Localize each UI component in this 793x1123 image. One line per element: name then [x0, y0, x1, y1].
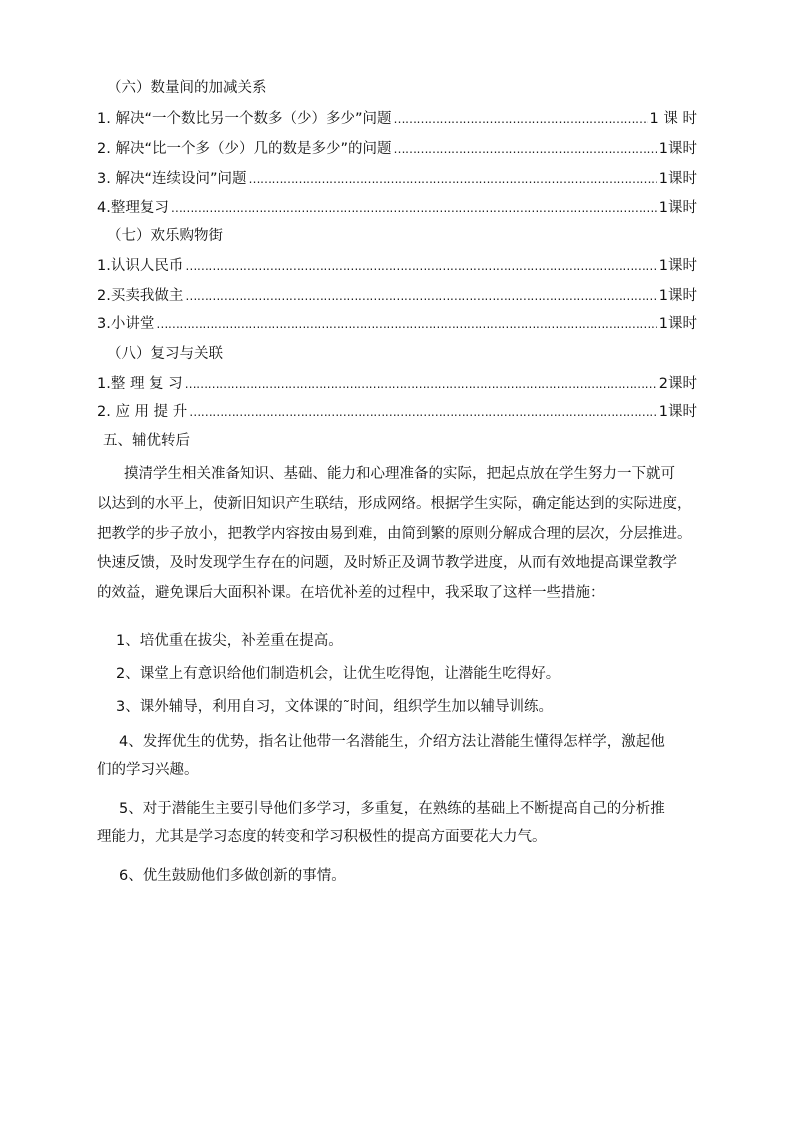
- section-heading: （八）复习与关联: [107, 346, 223, 362]
- toc-item-label: 2. 解决“比一个多（少）几的数是多少”的问题: [97, 141, 392, 157]
- toc-item: [97, 109, 697, 129]
- paragraph-line: 快速反馈，及时发现学生存在的问题，及时矫正及调节教学进度，从而有效地提高课堂教学: [97, 555, 677, 571]
- toc-item-hours: 1课时: [658, 258, 697, 274]
- toc-item: [97, 169, 697, 189]
- toc-item: [97, 198, 697, 218]
- toc-item-label: 3. 解决“连续设问”问题: [97, 171, 247, 187]
- toc-item: [97, 314, 697, 334]
- toc-item: [97, 374, 697, 394]
- toc-item-label: 3.小讲堂: [97, 316, 155, 332]
- dot-leader: [185, 286, 656, 306]
- toc-item-hours: 2课时: [658, 376, 697, 392]
- measure-item: 3、课外辅导，利用自习，文体课的˜时间，组织学生加以辅导训练。: [116, 699, 553, 715]
- toc-item-hours: 1课时: [658, 288, 697, 304]
- dot-leader: [189, 402, 656, 422]
- paragraph-line: 把教学的步子放小，把教学内容按由易到难，由简到繁的原则分解成合理的层次，分层推进。: [97, 526, 692, 542]
- toc-item-hours: 1 课 时: [649, 111, 697, 127]
- dot-leader: [156, 314, 656, 334]
- measure-item-line: 5、对于潜能生主要引导他们多学习，多重复，在熟练的基础上不断提高自己的分析推: [119, 801, 665, 817]
- dot-leader: [393, 139, 656, 159]
- paragraph-line: 的效益，避免课后大面积补课。在培优补差的过程中，我采取了这样一些措施：: [97, 585, 605, 601]
- toc-item: [97, 139, 697, 159]
- toc-item-label: 1.认识人民币: [97, 258, 184, 274]
- toc-item-hours: 1课时: [658, 316, 697, 332]
- toc-item-label: 4.整理复习: [97, 200, 169, 216]
- measure-item-line: 们的学习兴趣。: [97, 762, 199, 778]
- dot-leader: [185, 256, 656, 276]
- paragraph-line: 以达到的水平上，使新旧知识产生联结，形成网络。根据学生实际，确定能达到的实际进度，: [97, 496, 692, 512]
- toc-item-hours: 1课时: [658, 200, 697, 216]
- measure-item-line: 4、发挥优生的优势，指名让他带一名潜能生，介绍方法让潜能生懂得怎样学，激起他: [119, 734, 665, 750]
- toc-item-label: 2.买卖我做主: [97, 288, 184, 304]
- measure-item: 2、课堂上有意识给他们制造机会，让优生吃得饱，让潜能生吃得好。: [116, 666, 561, 682]
- toc-item-hours: 1课时: [658, 404, 697, 420]
- toc-item: [97, 256, 697, 276]
- dot-leader: [171, 198, 657, 218]
- toc-item-hours: 1课时: [658, 171, 697, 187]
- toc-item-label: 2. 应 用 提 升: [97, 404, 188, 420]
- paragraph-line: 摸清学生相关准备知识、基础、能力和心理准备的实际，把起点放在学生努力一下就可: [124, 466, 675, 482]
- dot-leader: [393, 109, 647, 129]
- toc-item: [97, 286, 697, 306]
- toc-item-label: 1.整 理 复 习: [97, 376, 183, 392]
- dot-leader: [248, 169, 656, 189]
- toc-item: [97, 402, 697, 422]
- section-heading: （六）数量间的加减关系: [107, 80, 267, 96]
- toc-item-hours: 1课时: [658, 141, 697, 157]
- measure-item: 6、优生鼓励他们多做创新的事情。: [119, 868, 346, 884]
- part-title: 五、辅优转后: [103, 433, 190, 449]
- section-heading: （七）欢乐购物街: [107, 228, 223, 244]
- measure-item-line: 理能力，尤其是学习态度的转变和学习积极性的提高方面要花大力气。: [97, 829, 547, 845]
- measure-item: 1、培优重在拔尖，补差重在提高。: [116, 633, 343, 649]
- dot-leader: [185, 374, 657, 394]
- toc-item-label: 1. 解决“一个数比另一个数多（少）多少”问题: [97, 111, 392, 127]
